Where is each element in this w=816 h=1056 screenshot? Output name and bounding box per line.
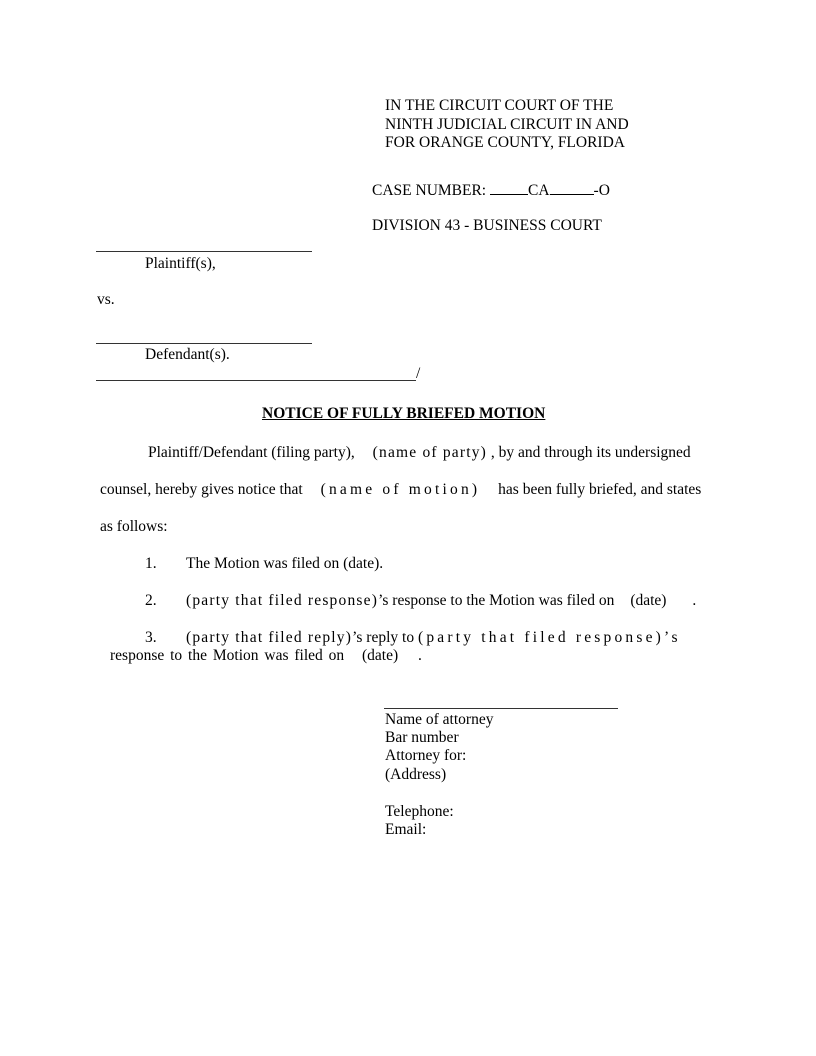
attorney-telephone: Telephone:: [385, 803, 454, 820]
bar-number: Bar number: [385, 729, 459, 746]
case-number: [372, 180, 610, 200]
attorney-for: Attorney for:: [385, 747, 467, 764]
court-name-line-2: NINTH JUDICIAL CIRCUIT IN AND: [385, 116, 629, 133]
defendant-name-line: [96, 343, 312, 344]
body-line-1-end: , by and through its undersigned: [490, 444, 691, 461]
item-3-possessive: ’s: [664, 629, 681, 646]
item-3-number: 3.: [145, 629, 157, 646]
court-name-line-1: IN THE CIRCUIT COURT OF THE: [385, 97, 614, 114]
name-of-motion-placeholder: (name of motion): [320, 481, 481, 498]
plaintiff-label: Plaintiff(s),: [145, 255, 216, 272]
item-3-response-text: response to the Motion was filed on: [110, 647, 345, 664]
item-3-period: .: [418, 647, 422, 664]
caption-slash: /: [416, 365, 421, 382]
attorney-address: (Address): [385, 766, 447, 783]
case-number-suffix: -O: [593, 182, 610, 199]
versus-label: vs.: [97, 291, 115, 308]
attorney-email: Email:: [385, 821, 427, 838]
item-3-reply-text: ’s reply to: [352, 629, 415, 646]
item-2-number: 2.: [145, 592, 157, 609]
item-3-reply-party-placeholder: (party that filed reply): [186, 629, 353, 646]
case-number-mid: CA: [528, 182, 550, 199]
item-2-text: [186, 592, 696, 610]
plaintiff-name-line: [96, 251, 312, 252]
court-name-line-3: FOR ORANGE COUNTY, FLORIDA: [385, 134, 625, 151]
counsel-notice-text: counsel, hereby gives notice that: [100, 481, 303, 498]
case-seq-blank: [550, 180, 594, 195]
item-2-period: .: [692, 592, 697, 609]
caption-closing-line: [96, 380, 416, 381]
item-3-response-party-placeholder: (party that filed response): [417, 629, 665, 646]
filing-party-text: Plaintiff/Defendant (filing party),: [148, 444, 355, 461]
body-line-1: [148, 444, 691, 462]
item-3-line-2: [110, 647, 422, 665]
body-line-3: as follows:: [100, 518, 168, 535]
item-2-party-placeholder: (party that filed response): [186, 592, 379, 609]
item-1-text: The Motion was filed on (date).: [186, 555, 384, 572]
defendant-label: Defendant(s).: [145, 346, 230, 363]
body-line-2-end: has been fully briefed, and states: [498, 481, 702, 498]
division: DIVISION 43 - BUSINESS COURT: [372, 217, 602, 234]
item-1-number: 1.: [145, 555, 157, 572]
body-line-2: [100, 481, 701, 499]
item-3-line-1: [186, 629, 681, 647]
item-2-response-text: ’s response to the Motion was filed on: [378, 592, 615, 609]
document-title: NOTICE OF FULLY BRIEFED MOTION: [262, 405, 546, 422]
item-2-date: (date): [630, 592, 667, 609]
attorney-name: Name of attorney: [385, 711, 494, 728]
signature-line: [384, 708, 618, 709]
name-of-party-placeholder: (name of party): [372, 444, 488, 461]
item-3-date: (date): [362, 647, 399, 664]
case-year-blank: [490, 180, 528, 195]
case-number-label: CASE NUMBER:: [372, 182, 487, 199]
